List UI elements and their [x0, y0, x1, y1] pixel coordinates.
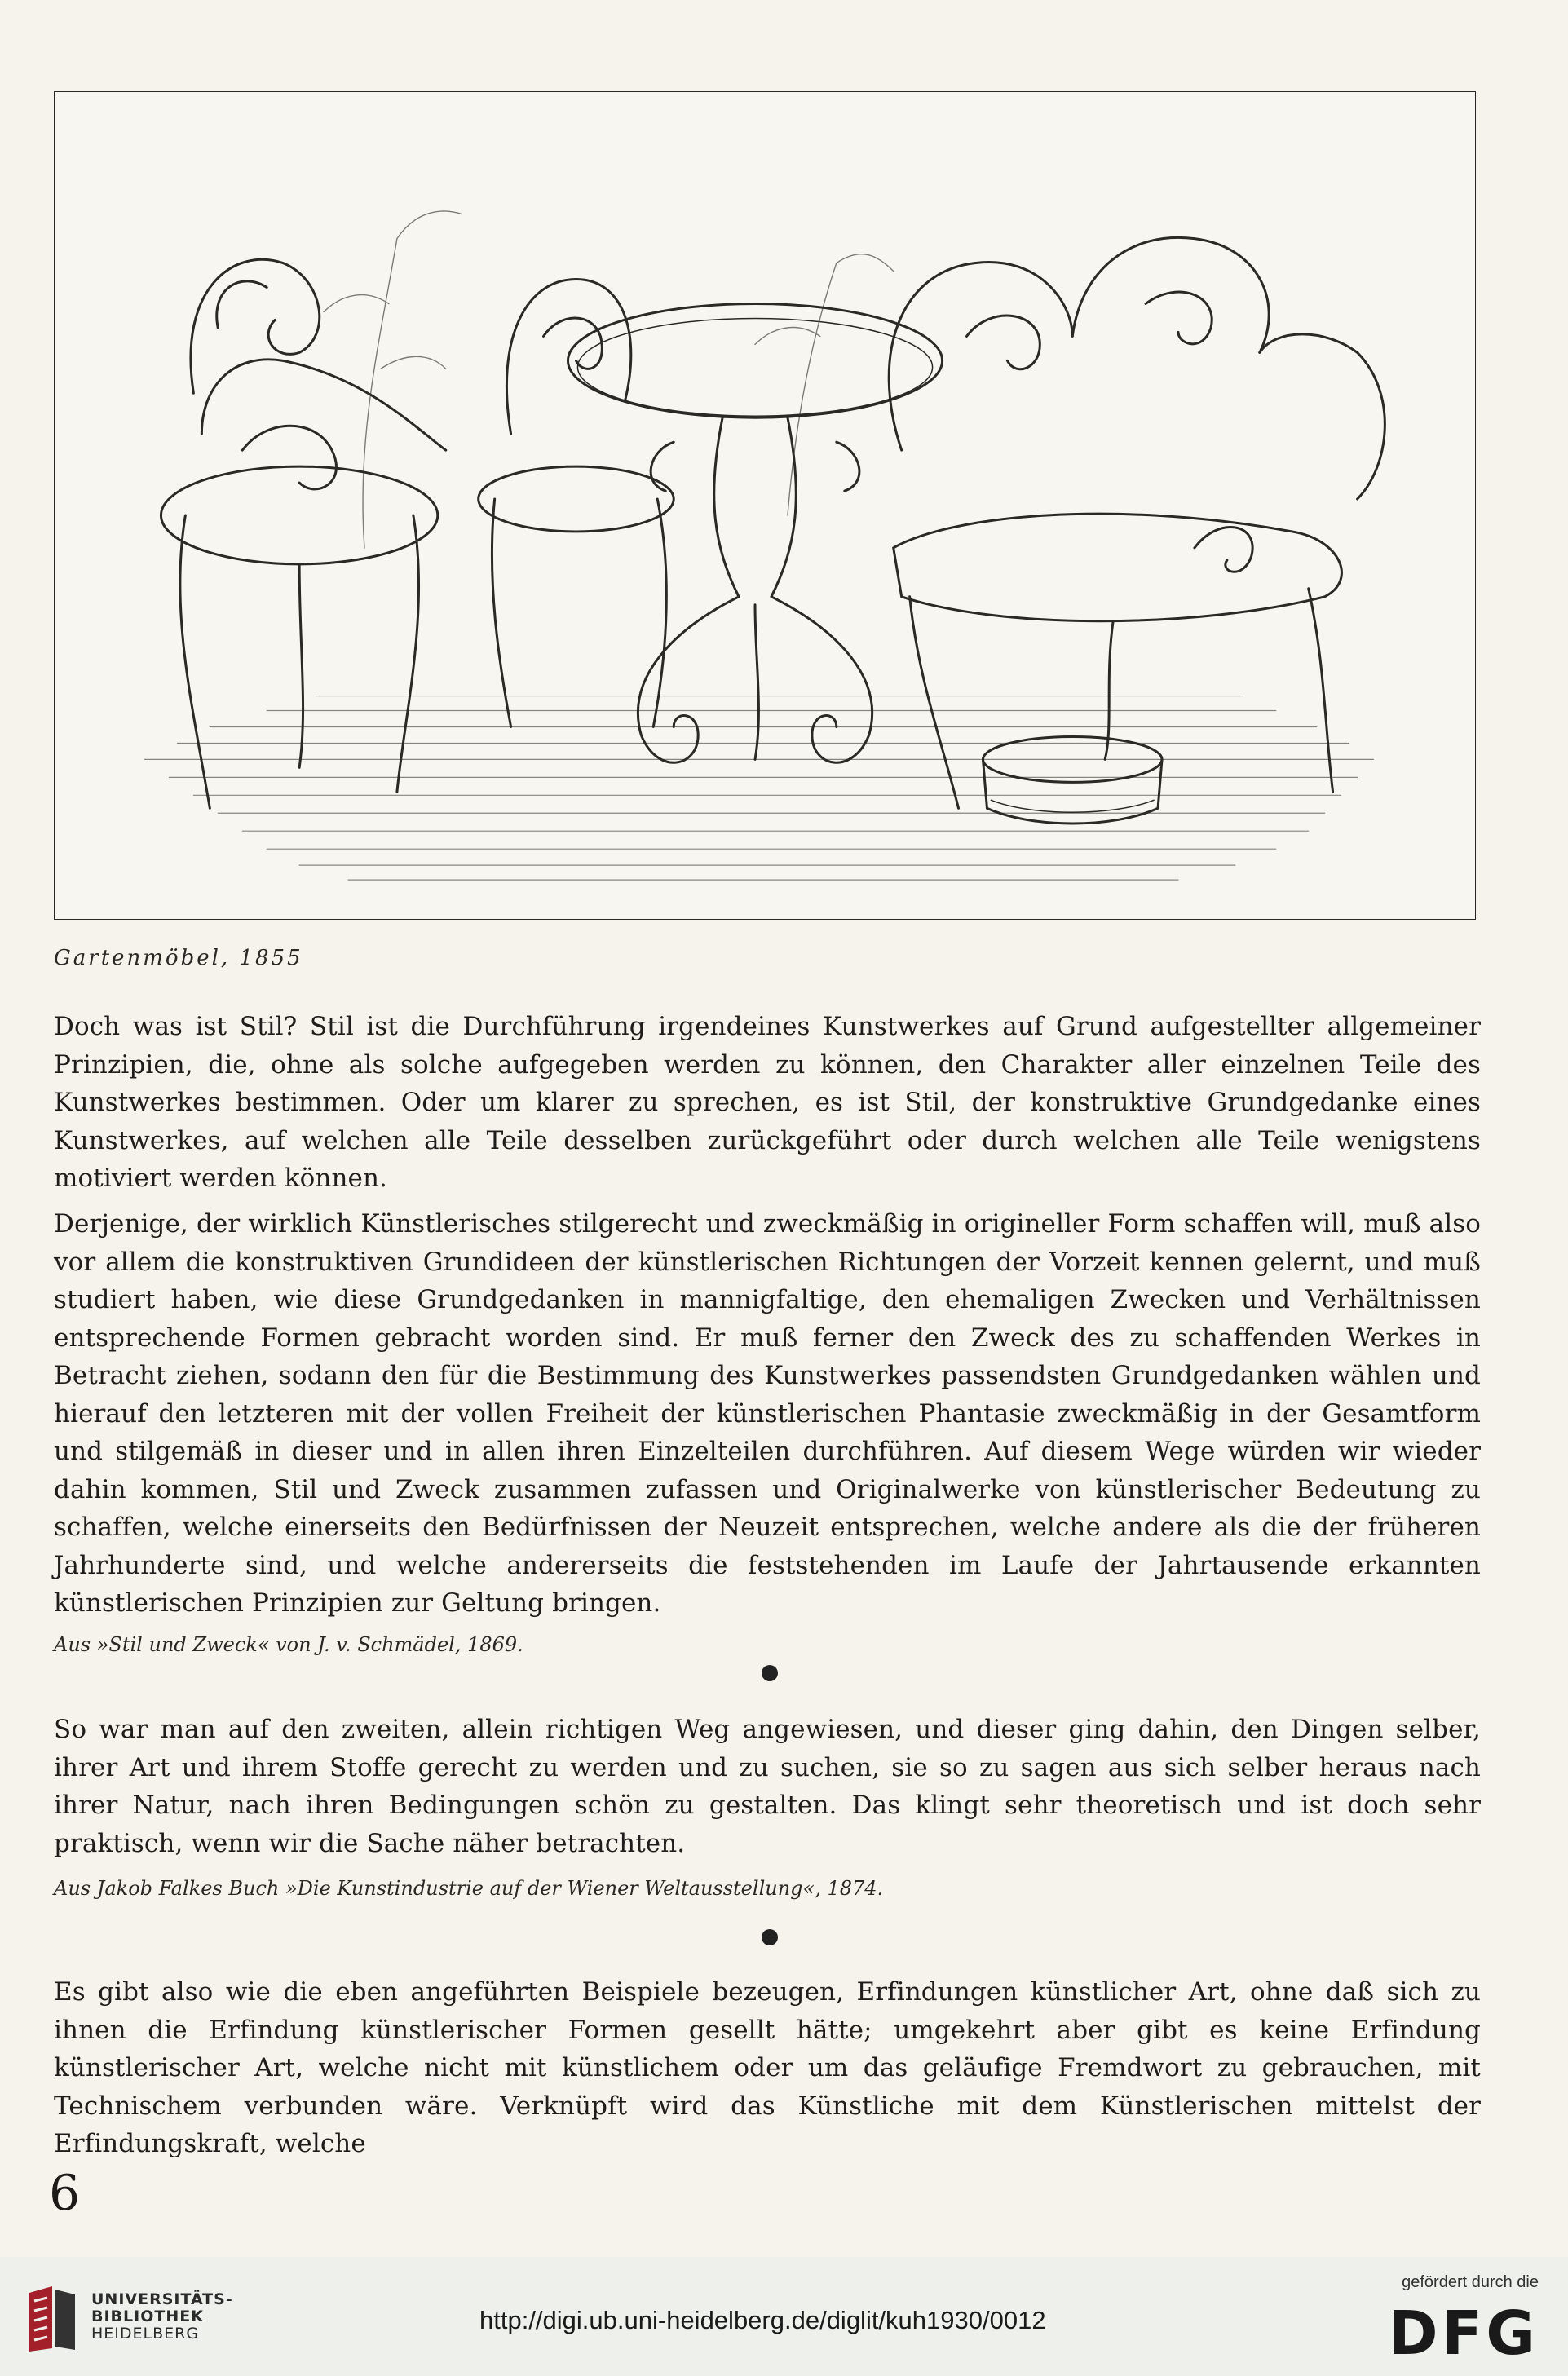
section-divider-bullet — [762, 1929, 778, 1945]
paragraph-stil-definition: Doch was ist Stil? Stil ist die Durchführung irgendeines Kunstwerkes auf Grund aufgestellter allgemeiner Prinzipien, die, ohne als solche aufgegeben werden zu können, den Charakter aller einzelnen Teile des Kunstwerkes bestimmen. Oder um klarer zu sprechen, es ist Stil, der konstruktive Grundgedanke eines Kunstwerkes, auf welchen alle Teile desselben zurückgeführt oder durch welchen alle Teile wenigstens motiviert werden können. — [54, 1012, 1481, 1193]
paragraph-erfindungen: Es gibt also wie die eben angeführten Beispiele bezeugen, Erfindungen künstlicher Art, ohne daß sich zu ihnen die Erfindung künstlerischer Formen gesellt hätte; umgekehrt aber gibt es keine Erfindung künstlerischer Art, welche nicht mit künstlichem oder um das geläufige Fremdwort zu gebrauchen, mit Technischem verbunden wäre. Verknüpft wird das Künstliche mit dem Künstlerischen mittelst der Erfindungskraft, welche — [54, 1977, 1481, 2158]
garden-furniture-engraving — [54, 91, 1476, 920]
funding-note: gefördert durch die — [1402, 2273, 1539, 2291]
source-schmaedel: Aus »Stil und Zweck« von J. v. Schmädel, 1869. — [54, 1633, 523, 1656]
university-library-logo-icon — [23, 2283, 82, 2355]
figure-caption: Gartenmöbel, 1855 — [54, 946, 303, 970]
source-falke: Aus Jakob Falkes Buch »Die Kunstindustrie auf der Wiener Weltausstellung«, 1874. — [54, 1877, 884, 1900]
permalink-url[interactable]: http://digi.ub.uni-heidelberg.de/diglit/kuh1930/0012 — [479, 2306, 1046, 2334]
dfg-logo: DFG — [1388, 2299, 1539, 2369]
library-footer — [0, 2257, 1568, 2376]
page-number: 6 — [49, 2165, 81, 2222]
section-divider-bullet — [762, 1665, 778, 1681]
library-name: UNIVERSITÄTS- BIBLIOTHEK HEIDELBERG — [91, 2290, 233, 2343]
paragraph-derjenige: Derjenige, der wirklich Künstlerisches stilgerecht und zweckmäßig in origineller Form schaffen will, muß also vor allem die konstruktiven Grundideen der künstlerischen Richtungen der Vorzeit kennen gelernt, und muß studiert haben, wie diese Grundgedanken in mannigfaltige, den ehemaligen Zwecken und Verhältnissen entsprechende Formen gebracht worden sind. Er muß ferner den Zweck des zu schaffenden Werkes in Betracht ziehen, sodann den für die Bestimmung des Kunstwerkes passendsten Grundgedanken wählen und hierauf den letzteren mit der vollen Freiheit der künstlerischen Phantasie zweckmäßig in der Gesamtform und stilgemäß in dieser und in allen ihren Einzelteilen durchführen. Auf diesem Wege würden wir wieder dahin kommen, Stil und Zweck zusammen zufassen und Originalwerke von künstlerischer Bedeutung zu schaffen, welche einerseits den Bedürfnissen der Neuzeit entsprechen, welche andere als die der früheren Jahrhunderte sind, und welche andererseits die feststehenden im Laufe der Jahrtausende erkannten künstlerischen Prinzipien zur Geltung bringen. — [54, 1209, 1481, 1618]
paragraph-zweiten-weg: So war man auf den zweiten, allein richtigen Weg angewiesen, und dieser ging dahin, den Dingen selber, ihrer Art und ihrem Stoffe gerecht zu werden und zu suchen, sie so zu sagen aus sich selber heraus nach ihrer Natur, nach ihren Bedingungen schön zu gestalten. Das klingt sehr theoretisch und ist doch sehr praktisch, wenn wir die Sache näher betrachten. — [54, 1715, 1481, 1858]
